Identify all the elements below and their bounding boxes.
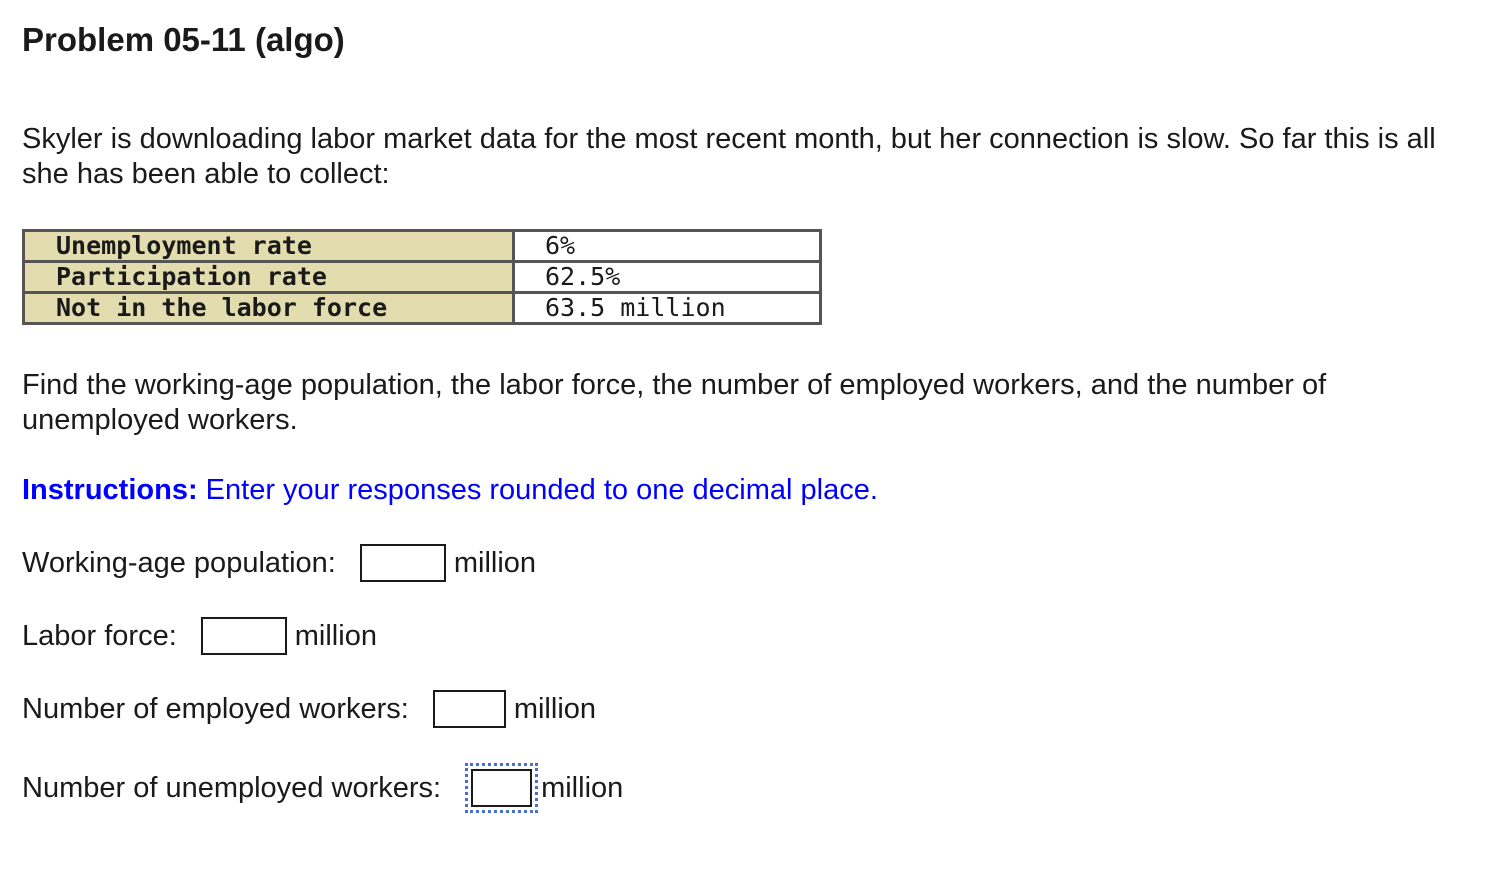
working-age-population-input[interactable] bbox=[360, 544, 446, 582]
employed-workers-unit: million bbox=[513, 693, 597, 725]
instructions-text: Enter your responses rounded to one decimal place. bbox=[197, 474, 878, 506]
instructions bbox=[22, 473, 878, 508]
labor-force-unit: million bbox=[294, 620, 377, 652]
table-row bbox=[24, 262, 821, 293]
working-age-population-unit: million bbox=[453, 547, 537, 579]
not-in-labor-force-label: Not in the labor force bbox=[24, 293, 514, 324]
employed-workers-input[interactable] bbox=[433, 690, 506, 728]
answer-row-labor-force bbox=[22, 617, 377, 655]
unemployed-workers-label: Number of unemployed workers: bbox=[22, 772, 442, 804]
labor-data-table bbox=[22, 229, 822, 325]
focus-ring bbox=[465, 763, 538, 813]
employed-workers-label: Number of employed workers: bbox=[22, 693, 409, 725]
question-text: Find the working-age population, the labor force, the number of employed workers, and the number of unemployed workers. bbox=[22, 369, 1327, 436]
unemployed-workers-input[interactable] bbox=[471, 769, 532, 807]
table-row bbox=[24, 231, 821, 262]
problem-title: Problem 05-11 (algo) bbox=[22, 21, 345, 58]
unemployment-rate-value: 6% bbox=[514, 231, 821, 262]
labor-force-input[interactable] bbox=[201, 617, 287, 655]
answer-row-unemployed-workers bbox=[22, 763, 623, 813]
table-row bbox=[24, 293, 821, 324]
participation-rate-value: 62.5% bbox=[514, 262, 821, 293]
answer-row-working-age-population bbox=[22, 544, 536, 582]
unemployed-workers-unit: million bbox=[541, 772, 624, 804]
instructions-label: Instructions: bbox=[22, 474, 198, 506]
problem-intro: Skyler is downloading labor market data for the most recent month, but her connection is slow. So far this is all she has been able to collect: bbox=[22, 123, 1436, 190]
participation-rate-label: Participation rate bbox=[24, 262, 514, 293]
not-in-labor-force-value: 63.5 million bbox=[514, 293, 821, 324]
unemployment-rate-label: Unemployment rate bbox=[24, 231, 514, 262]
labor-force-label: Labor force: bbox=[22, 620, 177, 652]
answer-row-employed-workers bbox=[22, 690, 596, 728]
working-age-population-label: Working-age population: bbox=[22, 547, 336, 579]
